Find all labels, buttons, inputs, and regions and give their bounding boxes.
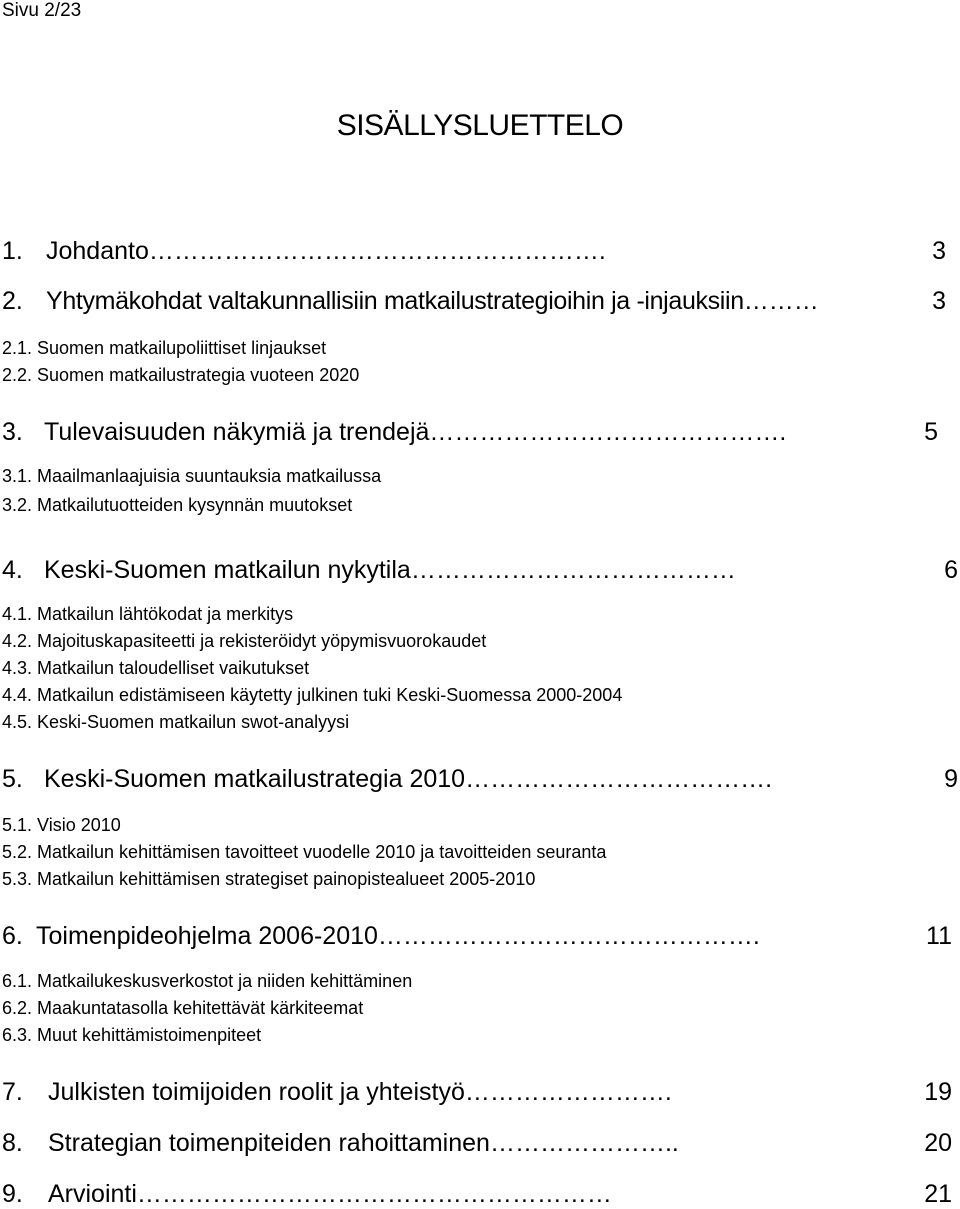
toc-subentry-2-2[interactable]: 2.2. Suomen matkailustrategia vuoteen 2020 [2,365,360,385]
toc-subentry-4-5[interactable]: 4.5. Keski-Suomen matkailun swot-analyysi [2,712,350,732]
toc-entry-label: Keski-Suomen matkailun nykytila [44,556,411,584]
toc-subentry-5-1[interactable]: 5.1. Visio 2010 [2,815,121,835]
toc-leader-dots: ……………………. [464,1078,672,1106]
toc-entry-page: 5 [924,418,938,446]
page-number-header: Sivu 2/23 [2,0,82,21]
toc-leader-dots: ……………………………………. [429,418,787,446]
toc-entry-2[interactable] [0,286,960,316]
toc-entry-number: 6. [2,922,23,950]
toc-entry-label: Arviointi [48,1180,137,1208]
toc-entry-page: 6 [944,556,958,584]
toc-entry-label: Strategian toimenpiteiden rahoittaminen [48,1129,490,1157]
toc-entry-3[interactable] [0,417,960,447]
toc-leader-dots: ………………………………. [465,765,773,793]
toc-entry-page: 21 [924,1180,952,1208]
toc-leader-dots: ……… [743,287,819,315]
toc-subentry-3-1[interactable]: 3.1. Maailmanlaajuisia suuntauksia matkailussa [2,466,382,486]
toc-leader-dots: ………………………………………. [377,922,760,950]
toc-entry-page: 3 [932,287,946,315]
toc-entry-1[interactable] [0,236,960,266]
toc-entry-7[interactable] [0,1077,960,1107]
toc-leader-dots: ………………………………………………. [148,237,606,265]
toc-entry-number: 3. [2,418,23,446]
toc-entry-label: Keski-Suomen matkailustrategia 2010 [44,765,466,793]
toc-subentry-6-1[interactable]: 6.1. Matkailukeskusverkostot ja niiden kehittäminen [2,971,413,991]
toc-subentry-5-2[interactable]: 5.2. Matkailun kehittämisen tavoitteet vuodelle 2010 ja tavoitteiden seuranta [2,842,607,862]
toc-entry-page: 20 [924,1129,952,1157]
toc-entry-page: 9 [944,765,958,793]
toc-subentry-6-2[interactable]: 6.2. Maakuntatasolla kehitettävät kärkiteemat [2,998,364,1018]
toc-entry-page: 19 [924,1078,952,1106]
toc-entry-number: 4. [2,556,23,584]
toc-entry-number: 7. [2,1078,23,1106]
toc-entry-page: 11 [926,922,952,950]
toc-entry-number: 1. [2,237,23,265]
toc-leader-dots: ………………………………………………… [136,1180,612,1208]
toc-entry-number: 8. [2,1129,23,1157]
toc-subentry-6-3[interactable]: 6.3. Muut kehittämistoimenpiteet [2,1025,262,1045]
toc-leader-dots: ………………….. [489,1129,679,1157]
toc-entry-6[interactable] [0,921,960,951]
toc-entry-number: 9. [2,1180,23,1208]
toc-title: SISÄLLYSLUETTELO [336,109,624,142]
toc-subentry-3-2[interactable]: 3.2. Matkailutuotteiden kysynnän muutokset [2,495,353,515]
toc-entry-4[interactable] [0,555,960,585]
toc-entry-5[interactable] [0,764,960,794]
toc-entry-label: Julkisten toimijoiden roolit ja yhteistyö [48,1078,465,1106]
toc-entry-label: Yhtymäkohdat valtakunnallisiin matkailustrategioihin ja -injauksiin [46,287,744,315]
toc-entry-page: 3 [932,237,946,265]
toc-subentry-4-2[interactable]: 4.2. Majoituskapasiteetti ja rekisteröidyt yöpymisvuorokaudet [2,631,487,651]
toc-subentry-4-4[interactable]: 4.4. Matkailun edistämiseen käytetty julkinen tuki Keski-Suomessa 2000-2004 [2,685,623,705]
toc-leader-dots: ………………………………… [410,556,736,584]
toc-subentry-2-1[interactable]: 2.1. Suomen matkailupoliittiset linjaukset [2,338,327,358]
toc-entry-number: 2. [2,287,23,315]
toc-entry-8[interactable] [0,1128,960,1158]
toc-entry-number: 5. [2,765,23,793]
toc-entry-label: Toimenpideohjelma 2006-2010 [36,922,378,950]
toc-subentry-5-3[interactable]: 5.3. Matkailun kehittämisen strategiset painopistealueet 2005-2010 [2,869,536,889]
toc-entry-label: Tulevaisuuden näkymiä ja trendejä [44,418,430,446]
toc-subentry-4-3[interactable]: 4.3. Matkailun taloudelliset vaikutukset [2,658,310,678]
toc-entry-label: Johdanto [46,237,149,265]
toc-subentry-4-1[interactable]: 4.1. Matkailun lähtökodat ja merkitys [2,604,294,624]
